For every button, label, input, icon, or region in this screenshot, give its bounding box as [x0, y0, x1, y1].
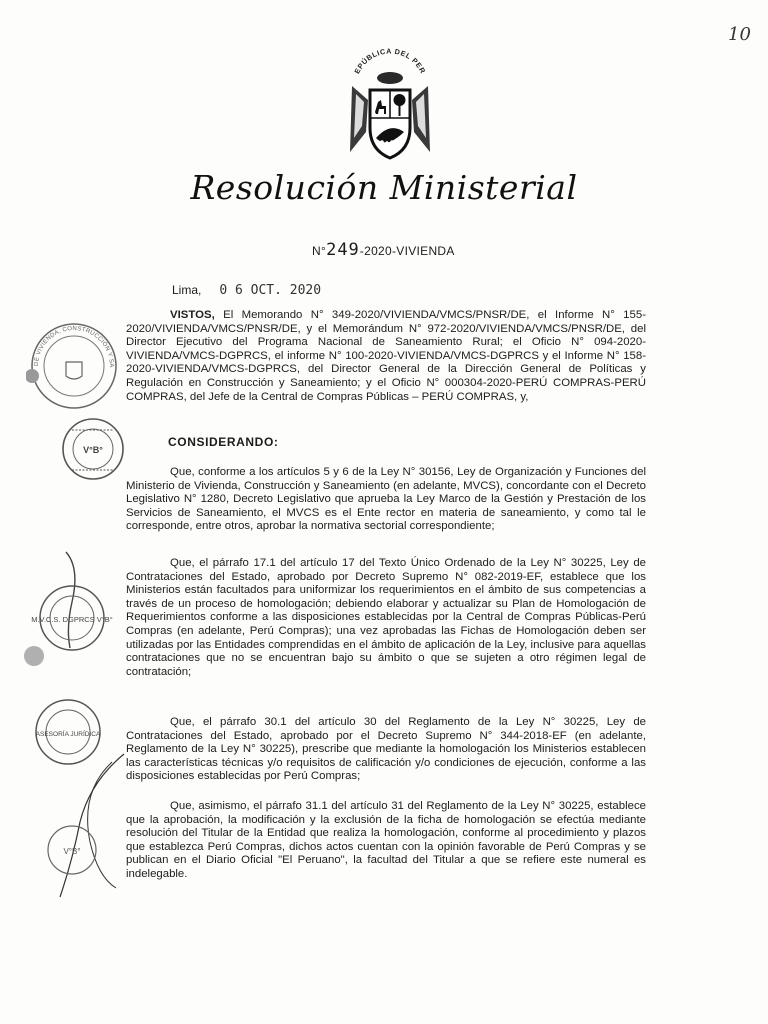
vistos-text: El Memorando N° 349-2020/VIVIENDA/VMCS/PNSR/DE, el Informe N° 155-2020/VIVIENDA/VMCS/PNSR/DE, y el Memorándum N° 972-2020/VIVIENDA/VMCS/PNSR/DE, del Director Ejecutivo del Programa Nacional de Saneamiento Rural; el Oficio N° 094-2020-VIVIENDA/VMCS-DGPRCS, el informe N° 100-2020-VIVIENDA/VMCS-DGPRCS y el Informe N° 158-2020-VIVIENDA/VMCS-DGPRCS, del Director General de la Dirección General de Políticas y Regulación en Construcción y Saneamiento; y el Oficio N° 000304-2020-PERÚ COMPRAS-PERÚ COMPRAS, del Jefe de la Central de Compras Públicas – PERÚ COMPRAS, y,: [126, 309, 646, 403]
date-stamp: 0 6 OCT. 2020: [219, 283, 322, 298]
paragraph-2: [126, 557, 646, 679]
peru-coat-of-arms-icon: [338, 42, 442, 164]
paragraph-4-text: Que, asimismo, el párrafo 31.1 del artículo 31 del Reglamento de la Ley N° 30225, establece que la aprobación, la modificación y la exclusión de la ficha de homologación se efectúa mediante resolución del Titular de la Entidad que realiza la homologación, conforme al procedimiento y plazos que establezca Perú Compras, dichos actos cuentan con la opinión favorable de Perú Compras y se publican en el Diario Oficial "El Peruano", la facultad del Titular a que se refiere este numeral es indelegable.: [126, 800, 646, 880]
visto-seal-text: V°B°: [63, 847, 81, 856]
paragraph-3-text: Que, el párrafo 30.1 del artículo 30 del Reglamento de la Ley N° 30225, Ley de Contrataciones del Estado, aprobado por el Decreto Supremo N° 344-2018-EF (en adelante, Reglamento de la Ley N° 30225), prescribe que mediante la homologación los Ministerios establecen las características técnicas y/o requisitos de calificación y/o condiciones de ejecución, conforme a las disposiciones establecidas por Perú Compras;: [126, 716, 646, 783]
svg-text:REPÚBLICA DEL PERÚ: [338, 42, 428, 75]
page-number: 10: [728, 24, 751, 45]
resolution-number-suffix: -2020-VIVIENDA: [359, 244, 455, 258]
date-place: Lima,: [172, 283, 202, 297]
paragraph-3: [126, 716, 646, 784]
document-title: Resolución Ministerial: [190, 168, 578, 207]
paragraph-2-text: Que, el párrafo 17.1 del artículo 17 del Texto Único Ordenado de la Ley N° 30225, Ley de Contrataciones del Estado, aprobado por Decreto Supremo N° 082-2019-EF, establece que los Ministerios están facultados para uniformizar los requerimientos en el ámbito de sus competencias a través de un proceso de homologación; debiendo elaborar y actualizar su Plan de Homologación de Requerimientos conforme a las disposiciones establecidas por la Central de Compras Públicas-Perú Compras (en adelante, Perú Compras); una vez aprobadas las Fichas de Homologación deben ser utilizadas por las Entidades comprendidas en el ámbito de aplicación de la Ley, inclusive para aquellas contrataciones que no se encuentran bajo su ámbito o que se sujeten a otro régimen legal de contratación;: [126, 557, 646, 678]
date-line: [172, 283, 321, 298]
paragraph-1: [126, 466, 646, 534]
paragraph-4: [126, 800, 646, 882]
vistos-paragraph: [126, 309, 646, 404]
resolution-number-prefix: N°: [312, 244, 327, 258]
dgprcs-seal-icon: [20, 548, 120, 678]
considerando-heading: CONSIDERANDO:: [168, 435, 279, 449]
approval-seal-icon: [58, 414, 128, 484]
ministry-seal-text: DE VIVIENDA, CONSTRUCCIÓN Y SA: [33, 325, 115, 368]
vistos-lead: VISTOS,: [170, 309, 215, 321]
resolution-number: [312, 240, 455, 260]
approval-seal-text: V°B°: [83, 445, 103, 455]
resolution-number-value: 249: [326, 240, 360, 260]
ministry-seal-icon: [26, 318, 122, 414]
legal-seal-icon: [20, 692, 130, 902]
legal-seal-text: ASESORÍA JURÍDICA: [35, 731, 101, 738]
crest-caption: EPÚBLICA DEL PER: [352, 46, 428, 76]
dgprcs-seal-text: M.V.C.S. DGPRCS V°B°: [31, 615, 113, 624]
paragraph-1-text: Que, conforme a los artículos 5 y 6 de la Ley N° 30156, Ley de Organización y Funciones del Ministerio de Vivienda, Construcción y Saneamiento (en adelante, MVCS), concordante con el Decreto Legislativo N° 1280, Decreto Legislativo que aprueba la Ley Marco de la Gestión y Prestación de los Servicios de Saneamiento, el MVCS es el Ente rector en materia de saneamiento, y como tal le corresponde, entre otros, aprobar la normativa sectorial correspondiente;: [126, 466, 646, 533]
